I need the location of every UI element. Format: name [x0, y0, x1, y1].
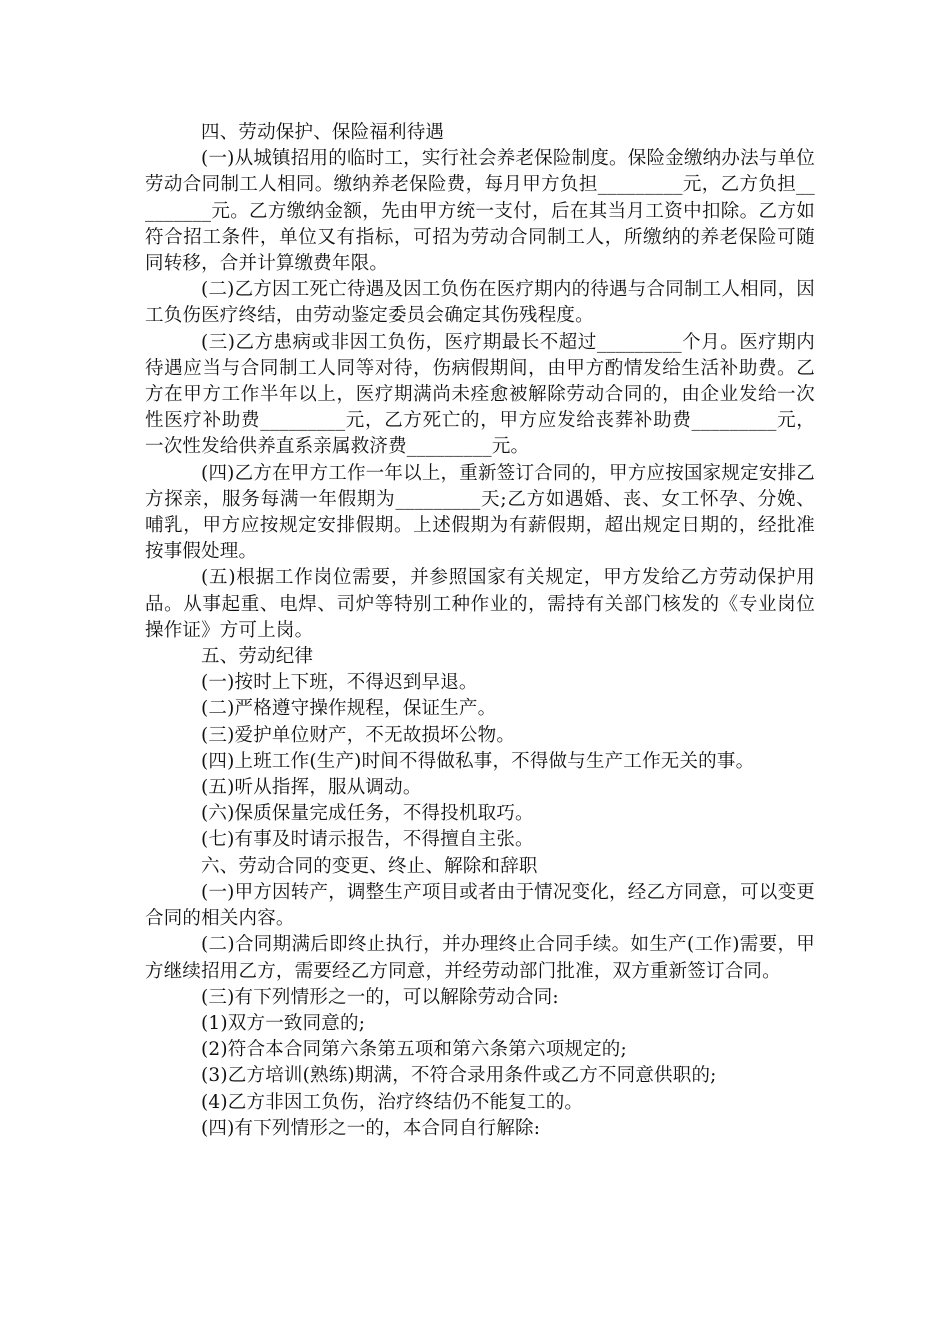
- list-item: (五)听从指挥，服从调动。: [201, 777, 422, 799]
- list-item: (三)爱护单位财产，不无故损坏公物。: [201, 724, 516, 746]
- list-item: (3)乙方培训(熟练)期满，不符合录用条件或乙方不同意供职的;: [201, 1065, 717, 1087]
- paragraph: (三)有下列情形之一的，可以解除劳动合同:: [201, 986, 559, 1008]
- paragraph: (四)有下列情形之一的，本合同自行解除:: [201, 1117, 541, 1139]
- section-heading-5: 五、劳动纪律: [201, 646, 314, 668]
- list-item: (七)有事及时请示报告，不得擅自主张。: [201, 829, 534, 851]
- list-item: (一)按时上下班，不得迟到早退。: [201, 672, 478, 694]
- document-body: [145, 120, 815, 1142]
- paragraph: (二)合同期满后即终止执行，并办理终止合同手续。如生产(工作)需要，甲方继续招用乙方，需要经乙方同意，并经劳动部门批准，双方重新签订合同。: [145, 934, 815, 982]
- list-item: (四)上班工作(生产)时间不得做私事，不得做与生产工作无关的事。: [201, 750, 755, 772]
- paragraph: (二)乙方因工死亡待遇及因工负伤在医疗期内的待遇与合同制工人相同，因工负伤医疗终结，由劳动鉴定委员会确定其伤残程度。: [145, 279, 815, 327]
- paragraph: (四)乙方在甲方工作一年以上，重新签订合同的，甲方应按国家规定安排乙方探亲，服务每满一年假期为_________天;乙方如遇婚、丧、女工怀孕、分娩、哺乳，甲方应按规定安排假期。上述假期为有薪假期，超出规定日期的，经批准按事假处理。: [145, 462, 815, 563]
- list-item: (六)保质保量完成任务，不得投机取巧。: [201, 803, 534, 825]
- list-item: (二)严格遵守操作规程，保证生产。: [201, 698, 497, 720]
- section-heading-4: 四、劳动保护、保险福利待遇: [201, 122, 445, 143]
- list-item: (4)乙方非因工负伤，治疗终结仍不能复工的。: [201, 1091, 584, 1113]
- list-item: (1)双方一致同意的;: [201, 1012, 366, 1034]
- paragraph: (一)甲方因转产，调整生产项目或者由于情况变化，经乙方同意，可以变更合同的相关内容。: [145, 881, 815, 930]
- paragraph: (五)根据工作岗位需要，并参照国家有关规定，甲方发给乙方劳动保护用品。从事起重、电焊、司炉等特别工种作业的，需持有关部门核发的《专业岗位操作证》方可上岗。: [145, 567, 815, 641]
- section-heading-6: 六、劳动合同的变更、终止、解除和辞职: [201, 855, 538, 877]
- list-item: (2)符合本合同第六条第五项和第六条第六项规定的;: [201, 1039, 627, 1061]
- paragraph: (三)乙方患病或非因工负伤，医疗期最长不超过_________个月。医疗期内待遇应当与合同制工人同等对待，伤病假期间，由甲方酌情发给生活补助费。乙方在甲方工作半年以上，医疗期满尚未痊愈被解除劳动合同的，由企业发给一次性医疗补助费_________元，乙方死亡的，甲方应发给丧葬补助费_________元，一次性发给供养直系亲属救济费_________元。: [145, 331, 815, 458]
- paragraph: (一)从城镇招用的临时工，实行社会养老保险制度。保险金缴纳办法与单位劳动合同制工人相同。缴纳养老保险费，每月甲方负担_________元，乙方负担_________元。乙方缴纳金额，先由甲方统一支付，后在其当月工资中扣除。乙方如符合招工条件，单位又有指标，可招为劳动合同制工人，所缴纳的养老保险可随同转移，合并计算缴费年限。: [145, 148, 815, 275]
